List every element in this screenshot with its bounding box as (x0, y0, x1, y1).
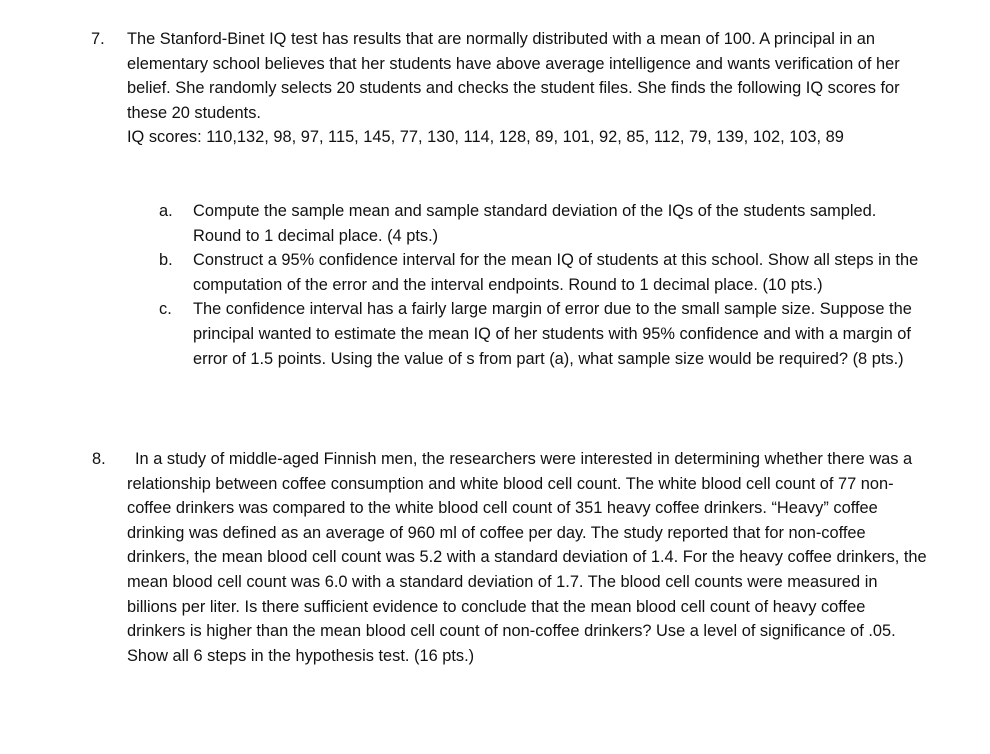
problem-8-text: In a study of middle-aged Finnish men, the researchers were interested in determining whether there was a relationship between coffee consumption and white blood cell count. The white blood cell count of 77 non-coffee drinkers was compared to the white blood cell count of 351 heavy coffee drinkers. “Heavy” coffee drinking was defined as an average of 960 ml of coffee per day. The study reported that for non-coffee drinkers, the mean blood cell count was 5.2 with a standard deviation of 1.4. For the heavy coffee drinkers, the mean blood cell count was 6.0 with a standard deviation of 1.7. The blood cell counts were measured in billions per liter. Is there sufficient evidence to conclude that the mean blood cell count of heavy coffee drinkers is higher than the mean blood cell count of non-coffee drinkers? Use a level of significance of .05. Show all 6 steps in the hypothesis test. (16 pts.) (127, 450, 927, 665)
problem-8 (92, 447, 927, 668)
iq-scores: IQ scores: 110,132, 98, 97, 115, 145, 77, 130, 114, 128, 89, 101, 92, 85, 112, 79, 139, 102, 103, 89 (127, 128, 844, 147)
problem-7-parts (159, 199, 928, 371)
part-c-letter: c. (159, 300, 172, 319)
part-a-text: Compute the sample mean and sample standard deviation of the IQs of the students sampled. Round to 1 decimal place. (4 pts.) (193, 202, 877, 245)
part-a (159, 199, 928, 248)
part-a-letter: a. (159, 202, 173, 220)
part-c (159, 297, 928, 371)
problem-7 (91, 27, 927, 150)
problem-8-number: 8. (92, 450, 106, 468)
part-c-text: The confidence interval has a fairly large margin of error due to the small sample size. Suppose the principal wanted to estimate the mean IQ of her students with 95% confidence and with a margin of error of 1.5 points. Using the value of s from part (a), what sample size would be required? (8 pts.) (193, 300, 912, 368)
part-b-letter: b. (159, 251, 173, 270)
part-b (159, 248, 928, 297)
part-b-text: Construct a 95% confidence interval for the mean IQ of students at this school. Show all steps in the computation of the error and the interval endpoints. Round to 1 decimal place. (10 pts.) (193, 251, 919, 294)
problem-7-text: The Stanford-Binet IQ test has results that are normally distributed with a mean of 100. A principal in an elementary school believes that her students have above average intelligence and wants verification of her belief. She randomly selects 20 students and checks the student files. She finds the following IQ scores for these 20 students. (127, 30, 900, 122)
problem-7-number: 7. (91, 30, 105, 48)
